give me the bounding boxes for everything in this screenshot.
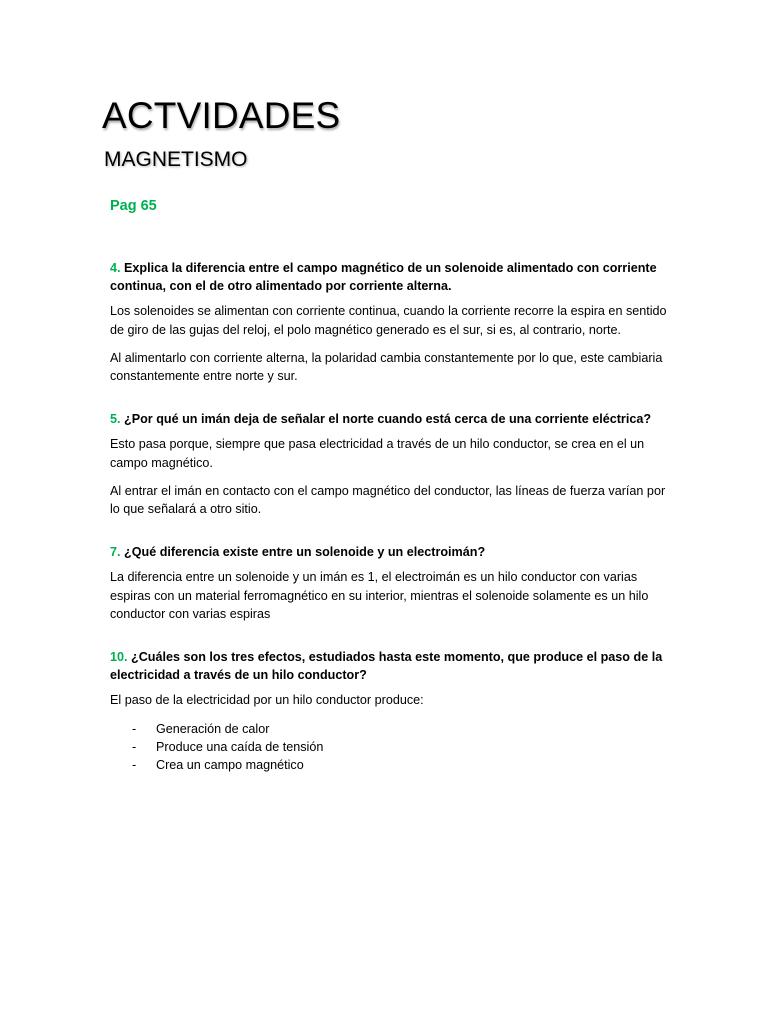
- document-title: ACTVIDADES: [102, 95, 341, 136]
- list-item: [110, 756, 670, 774]
- list-item-text: Crea un campo magnético: [156, 758, 304, 773]
- question-block-7: [110, 543, 670, 623]
- answer-paragraph: Esto pasa porque, siempre que pasa electricidad a través de un hilo conductor, se crea en el un campo magnético.: [110, 437, 645, 470]
- question-number: 4.: [110, 261, 121, 275]
- question-block-5: [110, 410, 670, 518]
- dash-bullet-icon: -: [132, 721, 137, 736]
- question-number: 10.: [110, 650, 128, 665]
- answer-paragraph: Los solenoides se alimentan con corriente continua, cuando la corriente recorre la espira en sentido de giro de las gujas del reloj, el polo magnético generado es el sur, si es, al contrario, norte.: [110, 304, 667, 337]
- list-item-text: Generación de calor: [156, 721, 270, 736]
- question-7: [110, 543, 670, 561]
- question-10: [110, 648, 670, 684]
- question-text: ¿Qué diferencia existe entre un solenoide y un electroimán?: [124, 545, 486, 560]
- list-item: [110, 738, 670, 756]
- dash-bullet-icon: -: [132, 758, 137, 773]
- answer-paragraph: La diferencia entre un solenoide y un imán es 1, el electroimán es un hilo conductor con varias espiras con un material ferromagnético en su interior, mientras el solenoide solamente es un hilo conductor con varias espiras: [110, 570, 649, 621]
- answer-paragraph: El paso de la electricidad por un hilo conductor produce:: [110, 693, 424, 708]
- question-text: ¿Por qué un imán deja de señalar el norte cuando está cerca de una corriente eléctrica?: [124, 412, 652, 427]
- question-block-4: [110, 259, 670, 385]
- document-subtitle: MAGNETISMO: [104, 148, 248, 171]
- question-block-10: [110, 648, 670, 774]
- question-5: [110, 410, 670, 428]
- dash-bullet-icon: -: [132, 739, 137, 754]
- answer-paragraph: Al entrar el imán en contacto con el campo magnético del conductor, las líneas de fuerza varían por lo que señalará a otro sitio.: [110, 483, 666, 517]
- effects-list: [110, 720, 670, 775]
- question-number: 7.: [110, 545, 121, 560]
- questions-section: [110, 259, 670, 799]
- question-4: [110, 259, 670, 295]
- answer-paragraph: Al alimentarlo con corriente alterna, la polaridad cambia constantemente por lo que, este cambiaria constantemente entre norte y sur.: [110, 350, 663, 384]
- list-item: [110, 720, 670, 738]
- question-text: Explica la diferencia entre el campo magnético de un solenoide alimentado con corriente continua, con el de otro alimentado por corriente alterna.: [110, 261, 657, 294]
- question-number: 5.: [110, 412, 121, 427]
- question-text: ¿Cuáles son los tres efectos, estudiados hasta este momento, que produce el paso de la electricidad a través de un hilo conductor?: [110, 650, 663, 683]
- page-reference: Pag 65: [110, 198, 157, 214]
- list-item-text: Produce una caída de tensión: [156, 739, 324, 754]
